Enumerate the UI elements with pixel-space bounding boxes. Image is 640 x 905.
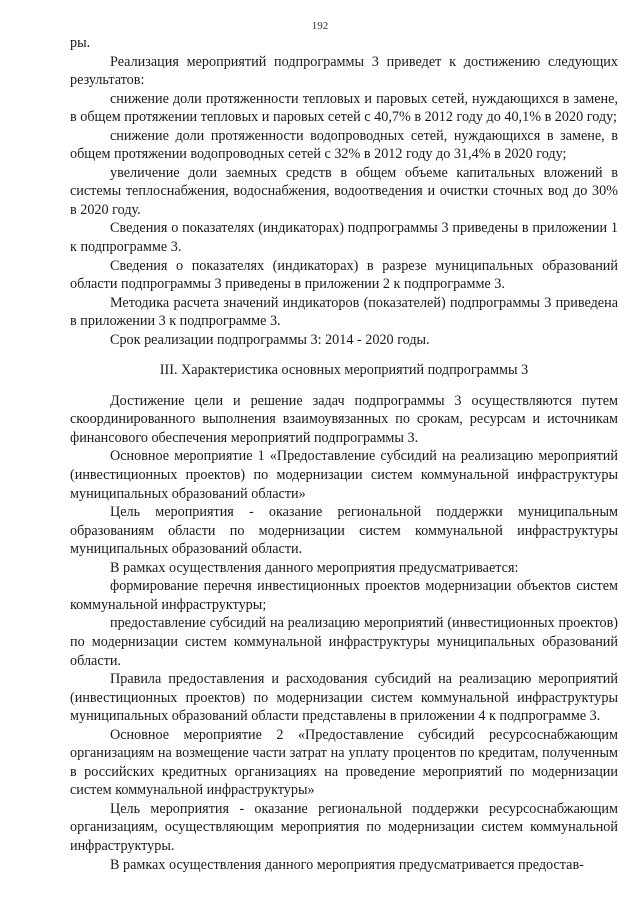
paragraph: ры. (70, 35, 91, 51)
paragraph: снижение доли протяженности тепловых и паровых сетей, нуждающихся в замене, в общем протяжении тепловых и паровых сетей с 40,7% в 2012 году до 40,1% в 2020 году; (70, 90, 618, 126)
paragraph: Цель мероприятия - оказание региональной поддержки ресурсоснабжающим организациям, осуществляющим мероприятия по модернизации систем коммунальной инфраструктуры. (70, 800, 618, 854)
paragraph: Основное мероприятие 1 «Предоставление субсидий на реализацию мероприятий (инвестиционных проектов) по модернизации систем коммунальной инфраструктуры муниципальных образований области» (70, 448, 618, 502)
paragraph: Методика расчета значений индикаторов (показателей) подпрограммы 3 приведена в приложении 3 к подпрограмме 3. (70, 294, 618, 330)
section-before-heading (70, 34, 618, 349)
paragraph: Достижение цели и решение задач подпрограммы 3 осуществляются путем скоординированного выполнения взаимоувязанных по срокам, ресурсам и источникам финансового обеспечения мероприятий подпрограммы 3. (70, 392, 618, 446)
paragraph: Сведения о показателях (индикаторах) в разрезе муниципальных образований области подпрограммы 3 приведены в приложении 2 к подпрограмме 3. (70, 257, 618, 293)
paragraph: В рамках осуществления данного мероприятия предусматривается предостав- (110, 856, 584, 873)
paragraph: В рамках осуществления данного мероприятия предусматривается: (110, 559, 519, 576)
page-body (70, 34, 618, 874)
paragraph: Сведения о показателях (индикаторах) подпрограммы 3 приведены в приложении 1 к подпрограмме 3. (70, 220, 618, 256)
paragraph: увеличение доли заемных средств в общем объеме капитальных вложений в системы теплоснабжения, водоснабжения, водоотведения и очистки сточных вод до 30% в 2020 году. (70, 164, 618, 218)
paragraph: Цель мероприятия - оказание региональной поддержки муниципальным образованиям области по модернизации систем коммунальной инфраструктуры муниципальных образований области. (70, 504, 618, 558)
paragraph: предоставление субсидий на реализацию мероприятий (инвестиционных проектов) по модернизации систем коммунальной инфраструктуры муниципальных образований области. (70, 615, 618, 669)
section-after-heading (70, 392, 618, 874)
paragraph: Реализация мероприятий подпрограммы 3 приведет к достижению следующих результатов: (70, 53, 618, 89)
page-number: 192 (311, 20, 329, 32)
paragraph: формирование перечня инвестиционных проектов модернизации объектов систем коммунальной инфраструктуры; (70, 578, 618, 613)
paragraph: Правила предоставления и расходования субсидий на реализацию мероприятий (инвестиционных проектов) по модернизации систем коммунальной инфраструктуры муниципальных образований области представлены в приложении 4 к подпрограмме 3. (70, 671, 618, 725)
paragraph: снижение доли протяженности водопроводных сетей, нуждающихся в замене, в общем протяжении водопроводных сетей с 32% в 2012 году до 31,4% в 2020 году; (70, 127, 618, 163)
paragraph: Срок реализации подпрограммы 3: 2014 - 2020 годы. (110, 331, 430, 348)
section-heading: III. Характеристика основных мероприятий подпрограммы 3 (159, 362, 529, 379)
paragraph: Основное мероприятие 2 «Предоставление субсидий ресурсоснабжающим организациям на возмещение части затрат на уплату процентов по кредитам, полученным в российских кредитных организациях на проведение мероприятий по модернизации систем коммунальной инфраструктуры» (70, 726, 618, 799)
